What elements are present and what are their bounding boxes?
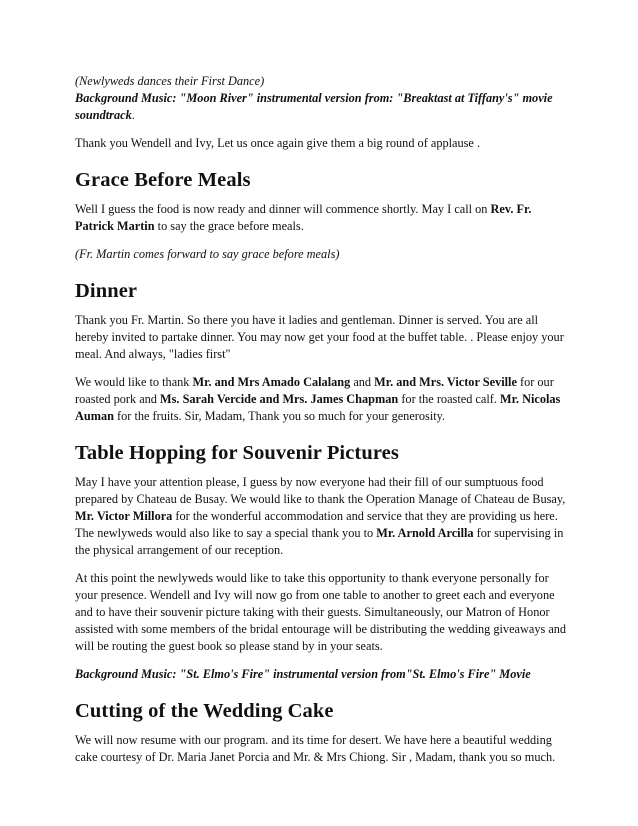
table-hopping-paragraph-2: At this point the newlyweds would like to take this opportunity to thank everyone personally for your presence. Wendell and Ivy will now go from one table to another to greet each and everyone and to have their souvenir picture taking with their guests. Simultaneously, our Matron of Honor assisted with some members of the bridal entourage will be distributing the wedding giveaways and will be routing the guest book so please stand by in your seats. [75,571,567,653]
stage-note-grace: (Fr. Martin comes forward to say grace before meals) [75,247,340,261]
heading-cutting-of-the-wedding-cake: Cutting of the Wedding Cake [75,700,334,722]
heading-grace-before-meals: Grace Before Meals [75,169,251,191]
cake-paragraph: We will now resume with our program. and its time for desert. We have here a beautiful wedding cake courtesy of Dr. Maria Janet Porcia and Mr. & Mrs Chiong. Sir , Madam, thank you so much. [75,733,556,764]
music-line-period: . [131,108,135,122]
dinner-paragraph-1: Thank you Fr. Martin. So there you have it ladies and gentleman. Dinner is served. You are all hereby invited to partake dinner. You may now get your food at the buffet table. . Please enjoy your meal. And always, "ladies first" [75,313,564,361]
applause-line: Thank you Wendell and Ivy, Let us once again give them a big round of applause . [75,136,481,150]
name-nicolas-auman: Mr. Nicolas Auman [75,392,561,423]
name-seville: Mr. and Mrs. Victor Seville [374,375,517,389]
grace-paragraph: Well I guess the food is now ready and dinner will commence shortly. May I call on Rev. Fr. Patrick Martin to say the grace before meals. [75,202,532,233]
name-vercide-chapman: Ms. Sarah Vercide and Mrs. James Chapman [160,392,399,406]
heading-table-hopping: Table Hopping for Souvenir Pictures [75,442,399,464]
dinner-paragraph-2: We would like to thank Mr. and Mrs Amado Calalang and Mr. and Mrs. Victor Seville for our roasted pork and Ms. Sarah Vercide and Mrs. James Chapman for the roasted calf. Mr. Nicolas Auman for the fruits. Sir, Madam, Thank you so much for your generosity. [75,375,561,423]
table-hopping-paragraph-1: May I have your attention please, I guess by now everyone had their fill of our sumptuous food prepared by Chateau de Busay. We would like to thank the Operation Manage of Chateau de Busay, Mr. Victor Millora for the wonderful accommodation and service that they are providing us here. The newlyweds would also like to say a special thank you to Mr. Arnold Arcilla for supervising in the physical arrangement of our reception. [75,475,566,557]
heading-dinner: Dinner [75,280,138,302]
name-rev-fr-patrick-martin: Rev. Fr. Patrick Martin [75,202,532,233]
music-line: Background Music: "Moon River" instrumental version from: "Breaktast at Tiffany's" movie soundtrack [75,91,553,122]
background-music-st-elmos-fire: Background Music: "St. Elmo's Fire" instrumental version from"St. Elmo's Fire" Movie [75,667,531,681]
name-victor-millora: Mr. Victor Millora [75,509,173,523]
name-arnold-arcilla: Mr. Arnold Arcilla [376,526,474,540]
name-calalang: Mr. and Mrs Amado Calalang [192,375,351,389]
background-music-moon-river [75,90,573,124]
document-page [75,73,573,766]
stage-note-first-dance: (Newlyweds dances their First Dance) [75,74,265,88]
